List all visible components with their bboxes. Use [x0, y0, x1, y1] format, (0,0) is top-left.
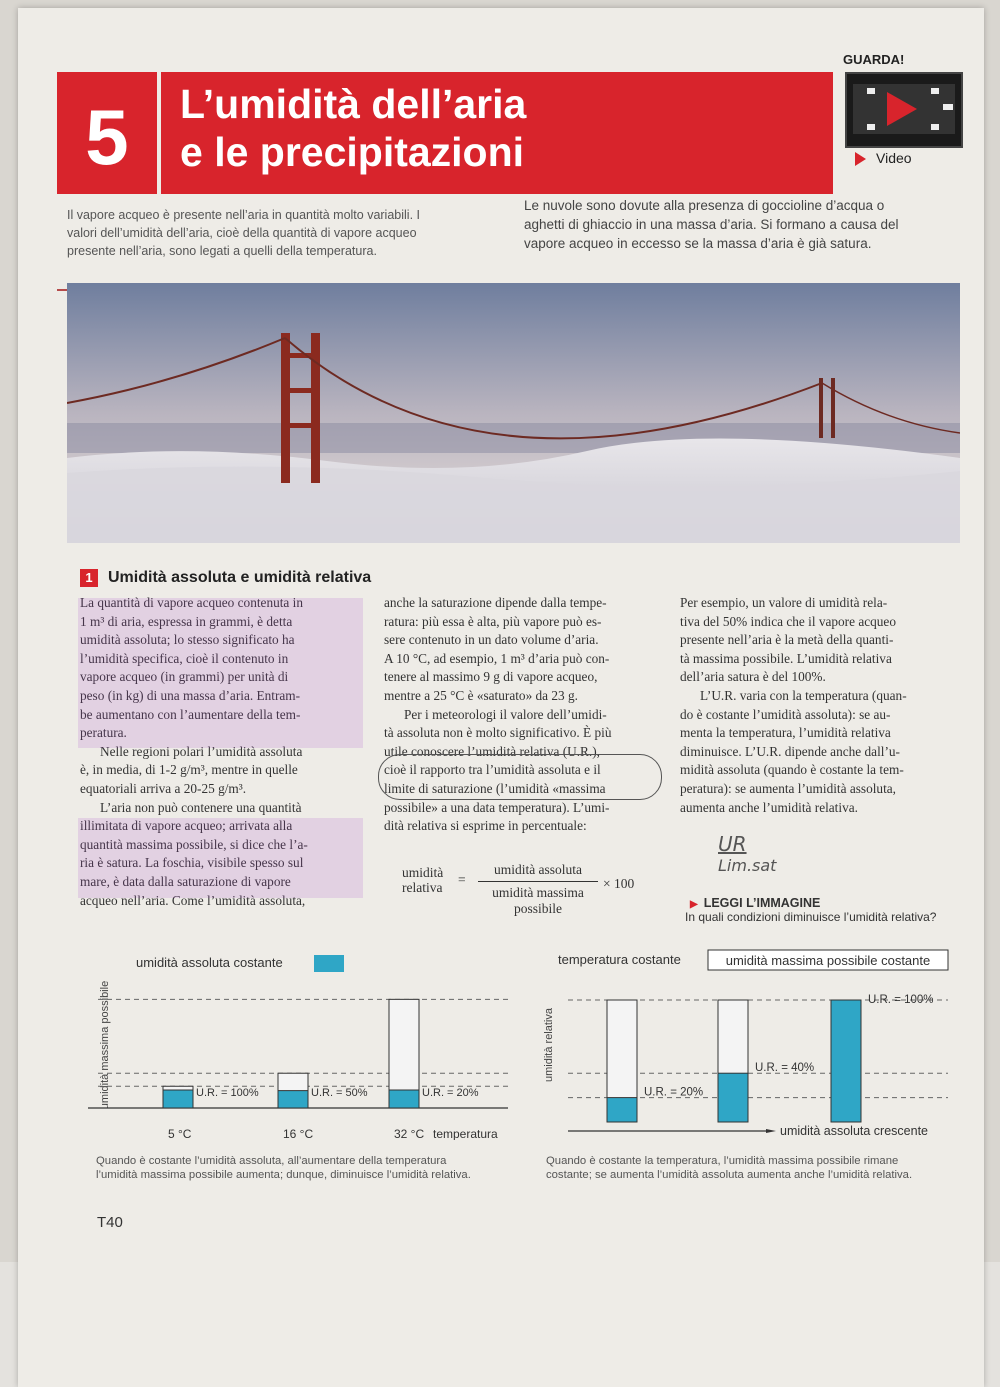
formula-numerator: umidità assoluta [493, 862, 583, 877]
chapter-number: 5 [85, 93, 129, 181]
text-line: 1 m³ di aria, espressa in grammi, è detta [80, 613, 293, 629]
text-line: utile conoscere l’umidità relativa (U.R.), [384, 743, 600, 759]
guarda-label: GUARDA! [843, 52, 905, 67]
text-line: ria è satura. La foschia, visibile spesso sul [80, 855, 304, 871]
leggi-question: In quali condizioni diminuisce l’umidità relativa? [685, 910, 937, 924]
triangle-icon: ▶ [690, 899, 698, 910]
text-line: possibile» a una data temperatura). L’umi- [384, 799, 610, 815]
text-line: A 10 °C, ad esempio, 1 m³ d’aria può con- [384, 650, 610, 666]
intro-left-line: Il vapore acqueo è presente nell’aria in quantità molto variabili. I [67, 208, 420, 222]
leggi-label [690, 896, 936, 910]
bar-absolute-humidity [278, 1091, 308, 1108]
text-line: tenere al massimo 9 g di vapore acqueo, [384, 669, 598, 685]
formula-multiplier: × 100 [603, 876, 635, 891]
text-line: dità relativa si esprime in percentuale: [384, 818, 587, 834]
formula-fraction [478, 862, 598, 917]
x-tick-label: 5 °C [168, 1127, 192, 1140]
x-tick-label: 16 °C [283, 1127, 314, 1140]
text-line: acqueo nell’aria. Come l’umidità assoluta, [80, 892, 306, 908]
bar-label: U.R. = 20% [422, 1087, 479, 1099]
text-line: Per esempio, un valore di umidità rela- [680, 595, 888, 610]
text-line: mare, è data dalla saturazione di vapore [80, 873, 291, 889]
text-line: peratura): se aumenta l’umidità assoluta, [680, 780, 896, 796]
x-axis-label: umidità assoluta crescente [780, 1124, 928, 1138]
video-button[interactable] [855, 150, 912, 166]
intro-right-line: Le nuvole sono dovute alla presenza di goccioline d’acqua o [524, 198, 885, 213]
text-line: Per i meteorologi il valore dell’umidi- [404, 706, 607, 722]
page-number: T40 [97, 1214, 123, 1231]
film-strip-icon [847, 74, 961, 146]
text-line: diminuisce. L’U.R. dipende anche dall’u- [680, 743, 900, 759]
text-line: tiva del 50% indica che il vapore acqueo [680, 613, 896, 629]
text-line: tà assoluta non è molto significativo. È più [384, 725, 612, 741]
text-line: L’U.R. varia con la temperatura (quan- [700, 687, 907, 703]
text-line: Nelle regioni polari l’umidità assoluta [100, 743, 303, 759]
text-line: peso (in kg) di una massa d’aria. Entram- [80, 687, 301, 703]
text-line: presente nell’aria è la metà della quanti- [680, 632, 894, 648]
bar-absolute-humidity [163, 1090, 193, 1108]
text-line: menta la temperatura, l’umidità relativa [680, 725, 891, 741]
bar-label: U.R. = 100% [196, 1087, 259, 1099]
caption-line: Quando è costante l’umidità assoluta, all’aumentare della temperatura [96, 1155, 447, 1167]
text-line: è, in media, di 1-2 g/m³, mentre in quelle [80, 762, 298, 778]
video-label: Video [876, 150, 912, 166]
legend-swatch [314, 955, 344, 972]
text-line: aumenta anche l’umidità relativa. [680, 799, 858, 815]
bar-label: U.R. = 50% [311, 1087, 368, 1099]
title-line-1: L’umidità dell’aria [180, 81, 527, 127]
highlighter-mark [78, 818, 363, 898]
chart-title-box: umidità massima possibile costante [725, 953, 931, 968]
chart-absolute-humidity-constant [88, 945, 518, 1140]
text-line: midità assoluta (quando è costante la tem- [680, 762, 904, 778]
bar-label: U.R. = 20% [644, 1086, 704, 1099]
caption-line: Quando è costante la temperatura, l’umidità massima possibile rimane [546, 1155, 899, 1167]
golden-gate-photo [67, 283, 960, 543]
intro-right [524, 196, 960, 253]
leggi-immagine [685, 896, 937, 924]
chart-temperature-constant [538, 945, 963, 1140]
handwritten-line: UR [718, 832, 747, 856]
text-line: L’aria non può contenere una quantità [100, 799, 302, 815]
bar-relative-humidity [607, 1098, 637, 1122]
text-line: vapore acqueo (in grammi) per unità di [80, 669, 289, 685]
text-line: l’umidità specifica, cioè il contenuto in [80, 650, 289, 666]
formula-denominator: umidità massima [492, 885, 584, 900]
text-line: be aumentano con l’aumentare della tem- [80, 706, 301, 722]
intro-right-line: aghetti di ghiaccio in una massa d’aria. Si formano a causa del [524, 217, 899, 232]
formula-equals: = [458, 872, 466, 887]
text-column-3 [680, 594, 960, 817]
section-heading [80, 569, 371, 587]
bar-absolute-humidity [389, 1090, 419, 1108]
bar-relative-humidity [831, 1000, 861, 1122]
pen-circle-mark [378, 754, 662, 800]
text-line: cioè il rapporto tra l’umidità assoluta e il [384, 762, 601, 778]
section-number: 1 [80, 569, 98, 587]
chart-title-left: temperatura costante [558, 952, 681, 967]
bar-label: U.R. = 40% [755, 1062, 815, 1075]
intro-right-line: vapore acqueo in eccesso se la massa d’aria è già satura. [524, 236, 872, 251]
text-line: dell’aria satura è del 100%. [680, 669, 826, 685]
text-line: ratura: più essa è alta, più vapore può es- [384, 613, 602, 629]
text-line: anche la saturazione dipende dalla tempe- [384, 595, 607, 610]
handwritten-line: Lim.sat [718, 856, 777, 875]
y-axis-label: umidità massima possibile [99, 980, 111, 1110]
page-title [180, 80, 526, 176]
x-axis-label: temperatura [433, 1127, 498, 1140]
section-title: Umidità assoluta e umidità relativa [108, 569, 372, 586]
intro-left-line: valori dell’umidità dell’aria, cioè della quantità di vapore acqueo [67, 226, 417, 240]
chart-title: umidità assoluta costante [136, 955, 283, 970]
text-line: limite di saturazione (l’umidità «massima [384, 780, 606, 796]
formula-denominator: possibile [513, 901, 562, 916]
caption-line: costante; se aumenta l’umidità assoluta aumenta anche l’umidità relativa. [546, 1169, 913, 1181]
video-thumbnail[interactable] [845, 72, 963, 148]
intro-left-line: presente nell’aria, sono legati a quelli della temperatura. [67, 244, 377, 258]
text-line: mentre a 25 °C è «saturato» da 23 g. [384, 687, 579, 703]
caption-line: l’umidità massima possibile aumenta; dunque, diminuisce l’umidità relativa. [96, 1169, 471, 1181]
text-line: umidità assoluta; lo stesso significato ha [80, 632, 295, 648]
text-line: illimitata di vapore acqueo; arrivata alla [80, 818, 293, 834]
text-line: do è costante l’umidità assoluta): se au- [680, 706, 891, 722]
highlighter-mark [78, 598, 363, 748]
chapter-number-box [57, 72, 161, 194]
leggi-label-text: LEGGI L’IMMAGINE [703, 896, 821, 910]
bar-label: U.R. = 100% [868, 994, 934, 1006]
text-line: tà massima possibile. L’umidità relativa [680, 650, 892, 666]
chart2-caption [546, 1154, 960, 1182]
handwritten-note [718, 832, 776, 875]
formula-lhs [402, 865, 443, 895]
y-axis-label: umidità relativa [543, 1008, 555, 1082]
chart1-caption [96, 1154, 526, 1182]
intro-left [67, 206, 507, 260]
play-icon [855, 152, 866, 166]
text-line: peratura. [80, 725, 127, 741]
title-line-2: e le precipitazioni [180, 129, 525, 175]
formula-lhs-line: umidità [402, 865, 444, 880]
text-line: La quantità di vapore acqueo contenuta in [80, 595, 304, 610]
x-axis-arrow-icon [766, 1129, 776, 1133]
x-tick-label: 32 °C [394, 1127, 425, 1140]
text-line: sere contenuto in un dato volume d’aria. [384, 632, 599, 648]
text-line: equatoriali arriva a 20-25 g/m³. [80, 780, 247, 796]
text-line: quantità massima possibile, si dice che l’a- [80, 836, 308, 852]
formula-lhs-line: relativa [402, 880, 443, 895]
bar-relative-humidity [718, 1073, 748, 1122]
